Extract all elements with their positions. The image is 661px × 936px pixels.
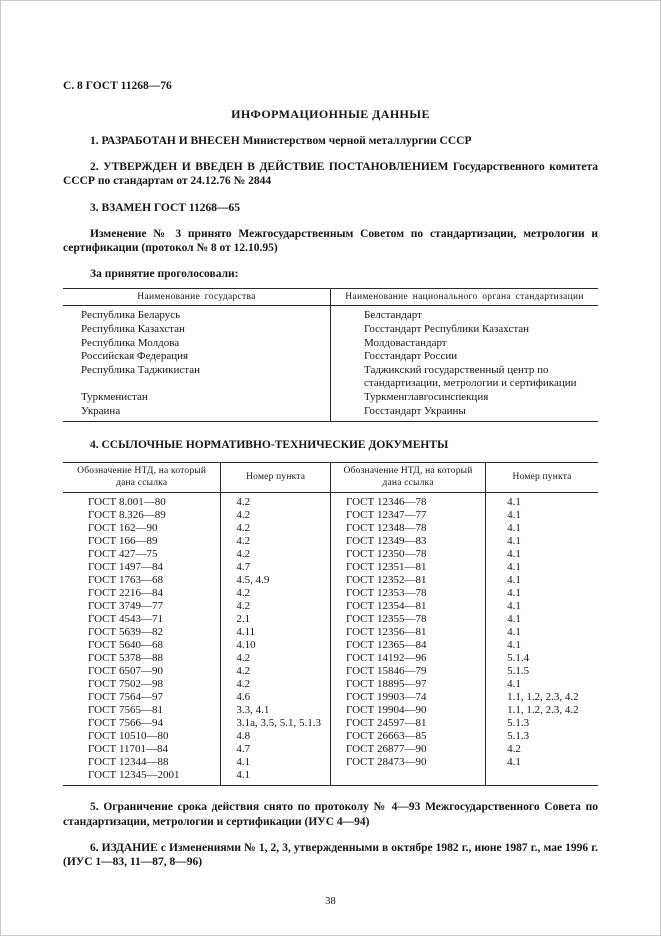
table-cell: 1.1, 1.2, 2.3, 4.2 <box>486 691 598 704</box>
table-cell: ГОСТ 12345—2001 <box>88 769 180 782</box>
table-cell: ГОСТ 18895—97 <box>330 678 485 691</box>
document-title: ИНФОРМАЦИОННЫЕ ДАННЫЕ <box>231 107 430 121</box>
table-row <box>63 652 598 665</box>
table-cell: 4.1 <box>486 626 598 639</box>
ref-col-header-item-right: Номер пункта <box>486 463 598 493</box>
table-cell: ГОСТ 8.326—89 <box>88 509 166 522</box>
table-row <box>63 769 598 786</box>
table-cell: 4.7 <box>221 743 331 756</box>
table-cell: Республика Беларусь <box>81 309 181 322</box>
table-cell: 4.2 <box>221 652 331 665</box>
paragraph-term-limit: 5. Ограничение срока действия снято по протоколу № 4—93 Межгосударственного Совета по стандартизации, метрологии и сертификации (ИУС 4—94) <box>63 801 598 828</box>
paragraph-amendment: Изменение № 3 принято Межгосударственным Советом по стандартизации, метрологии и сертификации (протокол № 8 от 12.10.95) <box>63 227 598 255</box>
table-cell: ГОСТ 12353—78 <box>330 587 485 600</box>
table-cell: 4.1 <box>486 600 598 613</box>
ref-col-header-item-left: Номер пункта <box>221 463 331 493</box>
table-cell: Госстандарт Украины <box>331 405 599 422</box>
table-cell: ГОСТ 19903—74 <box>330 691 485 704</box>
page-header: С. 8 ГОСТ 11268—76 <box>63 80 172 92</box>
table-cell: 4.1 <box>486 535 598 548</box>
table-cell: ГОСТ 12355—78 <box>330 613 485 626</box>
table-cell: 4.2 <box>221 509 331 522</box>
table-cell: ГОСТ 26877—90 <box>330 743 485 756</box>
voting-table-body <box>63 306 598 422</box>
table-row <box>63 665 598 678</box>
table-cell: ГОСТ 12346—78 <box>330 493 485 510</box>
table-cell: ГОСТ 12344—88 <box>88 756 169 769</box>
table-cell: 4.2 <box>221 493 331 510</box>
table-cell: 4.1 <box>486 587 598 600</box>
table-cell: ГОСТ 7565—81 <box>88 704 163 717</box>
table-cell: ГОСТ 12350—78 <box>330 548 485 561</box>
table-cell: 4.5, 4.9 <box>221 574 331 587</box>
table-cell: Туркменглавгосинспекция <box>331 391 599 405</box>
table-row <box>63 548 598 561</box>
table-cell: 4.1 <box>486 639 598 652</box>
page-number: 38 <box>325 896 336 907</box>
table-cell: ГОСТ 162—90 <box>88 522 158 535</box>
table-row <box>63 337 598 351</box>
table-row <box>63 522 598 535</box>
table-cell: ГОСТ 8.001—80 <box>88 496 166 509</box>
table-row <box>63 405 598 422</box>
table-cell <box>486 769 598 786</box>
table-row <box>63 730 598 743</box>
table-cell: 4.2 <box>221 600 331 613</box>
table-row <box>63 574 598 587</box>
table-cell: Республика Казахстан <box>81 323 185 336</box>
table-cell: ГОСТ 12352—81 <box>330 574 485 587</box>
paragraph-developed: 1. РАЗРАБОТАН И ВНЕСЕН Министерством черной металлургии СССР <box>90 135 472 147</box>
paragraph-edition: 6. ИЗДАНИЕ с Изменениями № 1, 2, 3, утвержденными в октябре 1982 г., июне 1987 г., мае 1996 г. (ИУС 1—83, 11—87, 8—96) <box>63 841 598 868</box>
table-cell: ГОСТ 7502—98 <box>88 678 163 691</box>
table-cell: 4.1 <box>486 613 598 626</box>
table-row <box>63 704 598 717</box>
voting-col-header-state: Наименование государства <box>63 289 331 306</box>
table-row <box>63 743 598 756</box>
table-cell: ГОСТ 5639—82 <box>88 626 163 639</box>
paragraph-approved: 2. УТВЕРЖДЕН И ВВЕДЕН В ДЕЙСТВИЕ ПОСТАНОВЛЕНИЕМ Государственного комитета СССР по стандартам от 24.12.76 № 2844 <box>63 161 598 188</box>
table-cell: ГОСТ 2216—84 <box>88 587 163 600</box>
table-cell: ГОСТ 11701—84 <box>88 743 169 756</box>
table-cell: ГОСТ 12348—78 <box>330 522 485 535</box>
table-cell: ГОСТ 15846—79 <box>330 665 485 678</box>
table-cell: Госстандарт Республики Казахстан <box>331 323 599 337</box>
table-row <box>63 306 598 323</box>
table-cell: 5.1.3 <box>486 717 598 730</box>
table-cell: ГОСТ 12356—81 <box>330 626 485 639</box>
paragraph-replaces: 3. ВЗАМЕН ГОСТ 11268—65 <box>90 201 240 214</box>
table-cell: Украина <box>81 404 121 417</box>
table-row <box>63 364 598 391</box>
voting-col-header-org: Наименование национального органа стандартизации <box>331 289 599 306</box>
table-cell: ГОСТ 12347—77 <box>330 509 485 522</box>
table-cell: 5.1.4 <box>486 652 598 665</box>
table-cell: ГОСТ 12354—81 <box>330 600 485 613</box>
table-cell: 5.1.3 <box>486 730 598 743</box>
table-cell: Молдовастандарт <box>331 337 599 351</box>
ref-col-header-ntd-left: Обозначение НТД, на который дана ссылка <box>63 463 221 493</box>
table-cell: Туркменистан <box>81 390 148 403</box>
table-row <box>63 717 598 730</box>
table-row <box>63 509 598 522</box>
table-cell: ГОСТ 12349—83 <box>330 535 485 548</box>
table-cell: 4.8 <box>221 730 331 743</box>
table-cell: ГОСТ 166—89 <box>88 535 158 548</box>
voting-table <box>63 288 598 422</box>
references-table-header-row <box>63 463 598 493</box>
table-row <box>63 626 598 639</box>
table-cell: Российская Федерация <box>81 350 189 363</box>
table-cell: ГОСТ 19904—90 <box>330 704 485 717</box>
table-cell: Республика Молдова <box>81 336 180 349</box>
table-row <box>63 493 598 510</box>
table-cell: 4.1 <box>221 769 331 786</box>
voting-table-header-row <box>63 289 598 306</box>
table-row <box>63 691 598 704</box>
table-row <box>63 639 598 652</box>
table-cell: 3.1а, 3.5, 5.1, 5.1.3 <box>221 717 331 730</box>
table-cell: 4.1 <box>486 678 598 691</box>
table-row <box>63 561 598 574</box>
table-cell: 4.1 <box>486 548 598 561</box>
table-cell: 4.1 <box>486 561 598 574</box>
table-row <box>63 587 598 600</box>
table-cell: ГОСТ 7564—97 <box>88 691 163 704</box>
table-cell: Республика Таджикистан <box>81 363 200 376</box>
table-cell: Белстандарт <box>331 306 599 323</box>
table-cell: ГОСТ 1497—84 <box>88 561 163 574</box>
table-cell: 1.1, 1.2, 2.3, 4.2 <box>486 704 598 717</box>
table-cell: ГОСТ 24597—81 <box>330 717 485 730</box>
table-row <box>63 535 598 548</box>
table-cell: 4.10 <box>221 639 331 652</box>
table-cell: Госстандарт России <box>331 350 599 364</box>
references-table-body <box>63 493 598 786</box>
table-cell <box>330 769 485 786</box>
table-cell: 4.2 <box>221 548 331 561</box>
table-cell: 4.1 <box>486 509 598 522</box>
table-cell: ГОСТ 4543—71 <box>88 613 163 626</box>
table-row <box>63 323 598 337</box>
table-cell: 4.2 <box>221 535 331 548</box>
table-row <box>63 600 598 613</box>
table-row <box>63 756 598 769</box>
table-cell: ГОСТ 5640—68 <box>88 639 163 652</box>
table-row <box>63 350 598 364</box>
table-cell: 4.1 <box>486 574 598 587</box>
table-cell: ГОСТ 3749—77 <box>88 600 163 613</box>
table-cell: 4.2 <box>221 587 331 600</box>
table-cell: ГОСТ 5378—88 <box>88 652 163 665</box>
table-cell: ГОСТ 28473—90 <box>330 756 485 769</box>
table-cell: ГОСТ 1763—68 <box>88 574 163 587</box>
table-row <box>63 613 598 626</box>
table-cell: 4.2 <box>221 522 331 535</box>
table-cell: 4.2 <box>221 665 331 678</box>
references-table <box>63 462 598 786</box>
table-cell: 4.11 <box>221 626 331 639</box>
table-cell: ГОСТ 10510—80 <box>88 730 169 743</box>
table-cell: ГОСТ 12351—81 <box>330 561 485 574</box>
table-cell: Таджикский государственный центр по стандартизации, метрологии и сертификации <box>331 364 599 391</box>
table-cell: ГОСТ 14192—96 <box>330 652 485 665</box>
table-cell: 4.1 <box>486 493 598 510</box>
table-row <box>63 678 598 691</box>
table-cell: 5.1.5 <box>486 665 598 678</box>
table-cell: 4.7 <box>221 561 331 574</box>
paragraph-voted: За принятие проголосовали: <box>90 268 239 281</box>
table-cell: 4.6 <box>221 691 331 704</box>
table-cell: 4.1 <box>486 756 598 769</box>
table-cell: ГОСТ 6507—90 <box>88 665 163 678</box>
table-cell: 4.1 <box>221 756 331 769</box>
table-cell: 4.1 <box>486 522 598 535</box>
table-cell: ГОСТ 12365—84 <box>330 639 485 652</box>
table-cell: 3.3, 4.1 <box>221 704 331 717</box>
table-cell: 4.2 <box>221 678 331 691</box>
table-cell: 4.2 <box>486 743 598 756</box>
section4-title: 4. ССЫЛОЧНЫЕ НОРМАТИВНО-ТЕХНИЧЕСКИЕ ДОКУМЕНТЫ <box>90 439 449 452</box>
ref-col-header-ntd-right: Обозначение НТД, на который дана ссылка <box>330 463 485 493</box>
table-cell: ГОСТ 26663—85 <box>330 730 485 743</box>
table-cell: ГОСТ 427—75 <box>88 548 158 561</box>
table-row <box>63 391 598 405</box>
table-cell: 2.1 <box>221 613 331 626</box>
table-cell: ГОСТ 7566—94 <box>88 717 163 730</box>
